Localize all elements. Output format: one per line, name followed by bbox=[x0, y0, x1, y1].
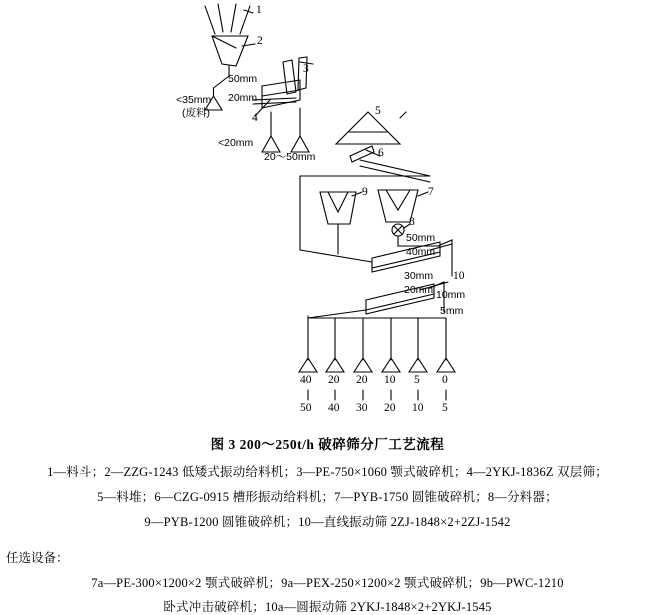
splitter-8-cross bbox=[394, 226, 402, 234]
screen4-bottom bbox=[262, 100, 300, 108]
screen4-deck-lower bbox=[262, 90, 300, 96]
main-stockpile-triangle bbox=[336, 112, 400, 144]
stockpile-lt20 bbox=[262, 136, 280, 152]
callout-4: 4 bbox=[252, 112, 258, 124]
size-label-lt35mm: <35mm bbox=[176, 94, 212, 106]
cone-crusher-7-cone bbox=[386, 190, 410, 210]
callout-3: 3 bbox=[303, 63, 309, 75]
product-bottom-3: 30 bbox=[356, 402, 368, 414]
size-label-lt20mm: <20mm bbox=[218, 137, 254, 149]
screen10b-bottom bbox=[366, 298, 434, 314]
callout-2: 2 bbox=[257, 35, 263, 47]
optional-equipment-heading: 任选设备： bbox=[6, 551, 69, 565]
jaw-crusher-plate-left bbox=[283, 60, 296, 94]
hopper-left-inner bbox=[218, 4, 223, 32]
figure-caption: 图 3 200～250t/h 破碎筛分厂工艺流程 bbox=[210, 437, 445, 452]
waste-chute bbox=[214, 76, 230, 88]
optional-line-2: 卧式冲击破碎机；10a—圆振动筛 2YKJ-1848×2+2YKJ-1545 bbox=[163, 600, 492, 614]
product-top-5: 5 bbox=[414, 374, 420, 386]
size-label-20mm-feeder: 20mm bbox=[228, 92, 258, 104]
product-top-3: 20 bbox=[356, 374, 368, 386]
size-label-50mm-feeder: 50mm bbox=[228, 73, 258, 85]
product-bottom-5: 10 bbox=[412, 402, 424, 414]
hopper-right-inner bbox=[231, 4, 236, 32]
hopper-left-arm bbox=[205, 6, 215, 34]
size-label-50mm-screen: 50mm bbox=[406, 232, 436, 244]
size-label-20mm-screen: 20mm bbox=[404, 284, 434, 296]
size-label-20-50mm: 20～50mm bbox=[264, 151, 316, 163]
conveyor-to-jaw bbox=[253, 98, 296, 100]
vibrating-feeder-body bbox=[212, 36, 248, 66]
legend-line-2: 5—料堆；6—CZG-0915 槽形振动给料机；7—PYB-1750 圆锥破碎机；8—分料器； bbox=[97, 490, 558, 504]
callout-1: 1 bbox=[256, 4, 262, 16]
trough-feeder-right bbox=[372, 146, 374, 152]
callout-8: 8 bbox=[409, 216, 415, 228]
product-top-2: 20 bbox=[328, 374, 340, 386]
recirculation-to-screen bbox=[300, 250, 372, 262]
screen4-deck-upper bbox=[262, 80, 300, 86]
cone9-leader bbox=[352, 192, 362, 196]
screen-to-distribution bbox=[308, 310, 366, 318]
product-bottom-4: 20 bbox=[384, 402, 396, 414]
callout-9: 9 bbox=[362, 186, 368, 198]
size-label-waste: (废料) bbox=[182, 107, 210, 119]
product-bottom-1: 50 bbox=[300, 402, 312, 414]
stockpile-20-50 bbox=[291, 136, 309, 152]
stockpile-leader bbox=[400, 112, 406, 118]
screen10b-deck2 bbox=[366, 294, 434, 310]
callout-6: 6 bbox=[378, 147, 384, 159]
callout-5: 5 bbox=[375, 105, 381, 117]
size-label-5mm-screen: 5mm bbox=[440, 305, 464, 317]
product-top-6: 0 bbox=[442, 374, 448, 386]
callout-7: 7 bbox=[428, 186, 434, 198]
cone7-leader bbox=[418, 192, 428, 196]
legend-line-1: 1—料斗；2—ZZG-1243 低矮式振动给料机；3—PE-750×1060 颚式破碎机；4—2YKJ-1836Z 双层筛； bbox=[47, 465, 608, 479]
optional-line-1: 7a—PE-300×1200×2 颚式破碎机；9a—PEX-250×1200×2 颚式破碎机；9b—PWC-1210 bbox=[91, 576, 564, 590]
size-label-10mm-screen: 10mm bbox=[436, 289, 466, 301]
cone-crusher-9-cone bbox=[328, 192, 348, 212]
product-top-4: 10 bbox=[384, 374, 396, 386]
product-top-1: 40 bbox=[300, 374, 312, 386]
cone-crusher-9-body bbox=[320, 192, 356, 224]
size-label-40mm-screen: 40mm bbox=[406, 246, 436, 258]
size-label-30mm-screen: 30mm bbox=[404, 270, 434, 282]
legend-line-3: 9—PYB-1200 圆锥破碎机；10—直线振动筛 2ZJ-1848×2+2ZJ-1542 bbox=[144, 515, 511, 529]
callout-10: 10 bbox=[453, 270, 465, 282]
product-bottom-6: 5 bbox=[442, 402, 448, 414]
trough-feeder-left bbox=[350, 156, 352, 162]
product-bottom-2: 40 bbox=[328, 402, 340, 414]
